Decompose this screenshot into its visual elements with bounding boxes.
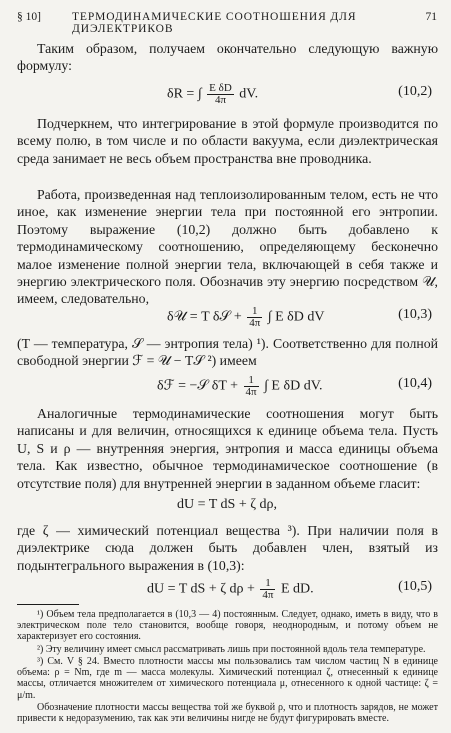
equation-fraction bbox=[247, 306, 262, 329]
equation-lhs: δR = ∫ bbox=[167, 86, 202, 102]
fraction-denominator: 4π bbox=[214, 94, 226, 106]
equation-rhs: ∫ E δD dV bbox=[267, 309, 325, 325]
fraction-numerator: 1 bbox=[244, 375, 259, 387]
equation-number: (10,3) bbox=[398, 307, 432, 322]
page-number: 71 bbox=[425, 11, 437, 23]
footnote-3-continued: Обозначение плотности массы вещества той же буквой ρ, что и плотность зарядов, не может привести к недоразумению, так как эти величины нигде не будут фигурировать вместе. bbox=[17, 702, 438, 725]
equation-rhs: E dD. bbox=[280, 581, 314, 597]
equation-10-2 bbox=[17, 79, 438, 105]
equation-10-5 bbox=[17, 574, 438, 600]
fraction-numerator: 1 bbox=[260, 578, 275, 590]
running-header bbox=[17, 11, 437, 35]
equation-10-3 bbox=[17, 302, 438, 328]
equation-fraction bbox=[244, 375, 259, 398]
paragraph-unit-volume: Аналогичные термодинамические соотношения могут быть написаны и для величин, относящихся к единице объема тела. Пусть U, S и ρ — внутренняя энергия, энтропия и масса единицы объема тела. Как известно, обычное термодинамическое соотношение (в отсутствие поля) для внутренней энергии в заданном объеме гласит: bbox=[17, 406, 438, 491]
paragraph-work-energy: Работа, произведенная над теплоизолированным телом, есть не что иное, как изменение энергии тела при постоянной его энтропии. Поэтому выражение (10,2) должно быть добавлено к термодинамическому соотношению, определяющему бесконечно малое изменение полной энергии тела, включающей в себя также и энергию электрического поля. Обозначив эту энергию посредством 𝒰, имеем, следовательно, bbox=[17, 187, 438, 307]
footnote-rule bbox=[17, 604, 79, 605]
equation-fraction bbox=[207, 83, 234, 106]
running-title: ТЕРМОДИНАМИЧЕСКИЕ СООТНОШЕНИЯ ДЛЯ ДИЭЛЕКТРИКОВ bbox=[72, 11, 357, 35]
equation-rhs: ∫ E δD dV. bbox=[264, 378, 323, 394]
equation-lhs: dU = T dS + ζ dρ + bbox=[147, 581, 255, 597]
fraction-numerator: E δD bbox=[209, 82, 232, 94]
paragraph-chemical-potential: где ζ — химический потенциал вещества ³). При наличии поля в диэлектрике сюда должен быть добавлен член, взятый из подынтегрального выражения в (10,3): bbox=[17, 523, 438, 573]
fraction-denominator: 4π bbox=[245, 386, 257, 398]
fraction-numerator: 1 bbox=[247, 306, 262, 318]
footnote-2: ²) Эту величину имеет смысл рассматривать лишь при постоянной вдоль тела температуре. bbox=[37, 644, 426, 655]
equation-body bbox=[167, 83, 258, 106]
equation-body bbox=[147, 578, 314, 601]
equation-thermo-basic bbox=[17, 493, 438, 519]
equation-lhs: δℱ = −𝒮 δT + bbox=[157, 378, 239, 394]
fraction-denominator: 4π bbox=[249, 317, 261, 329]
paragraph-intro: Таким образом, получаем окончательно следующую важную формулу: bbox=[17, 41, 438, 74]
paragraph-integration-note: Подчеркнем, что интегрирование в этой формуле производится по всему полю, в том числе и по области вакуума, если диэлектрическая среда занимает не весь объем пространства вне проводника. bbox=[17, 116, 438, 166]
equation-lhs: δ𝒰 = T δ𝒮 + bbox=[167, 309, 242, 325]
equation-body: dU = T dS + ζ dρ, bbox=[177, 497, 278, 512]
equation-rhs: dV. bbox=[239, 86, 259, 102]
footnote-1: ¹) Объем тела предполагается в (10,3 — 4) постоянным. Следует, однако, иметь в виду, что в электрическом поле тело становится, вообще говоря, неоднородным, и потому объем не характеризует его состояния. bbox=[17, 609, 438, 643]
equation-number: (10,5) bbox=[398, 579, 432, 594]
section-ref: § 10] bbox=[17, 11, 41, 23]
equation-fraction bbox=[260, 578, 275, 601]
equation-body bbox=[157, 375, 323, 398]
equation-number: (10,4) bbox=[398, 376, 432, 391]
footnote-3: ³) См. V § 24. Вместо плотности массы мы пользовались там числом частиц N в единице объема: ρ = Nm, где m — масса молекулы. Химический потенциал ζ, отнесенный к единице массы, отличается множителем от химического потенциала μ, отнесенного к одной частице: ζ = μ/m. bbox=[17, 656, 438, 701]
equation-number: (10,2) bbox=[398, 84, 432, 99]
equation-10-4 bbox=[17, 371, 438, 397]
paragraph-free-energy: (T — температура, 𝒮 — энтропия тела) ¹). Соответственно для полной свободной энергии ℱ = 𝒰 − T𝒮 ²) имеем bbox=[17, 336, 438, 369]
fraction-denominator: 4π bbox=[262, 589, 274, 601]
equation-body bbox=[167, 306, 325, 329]
